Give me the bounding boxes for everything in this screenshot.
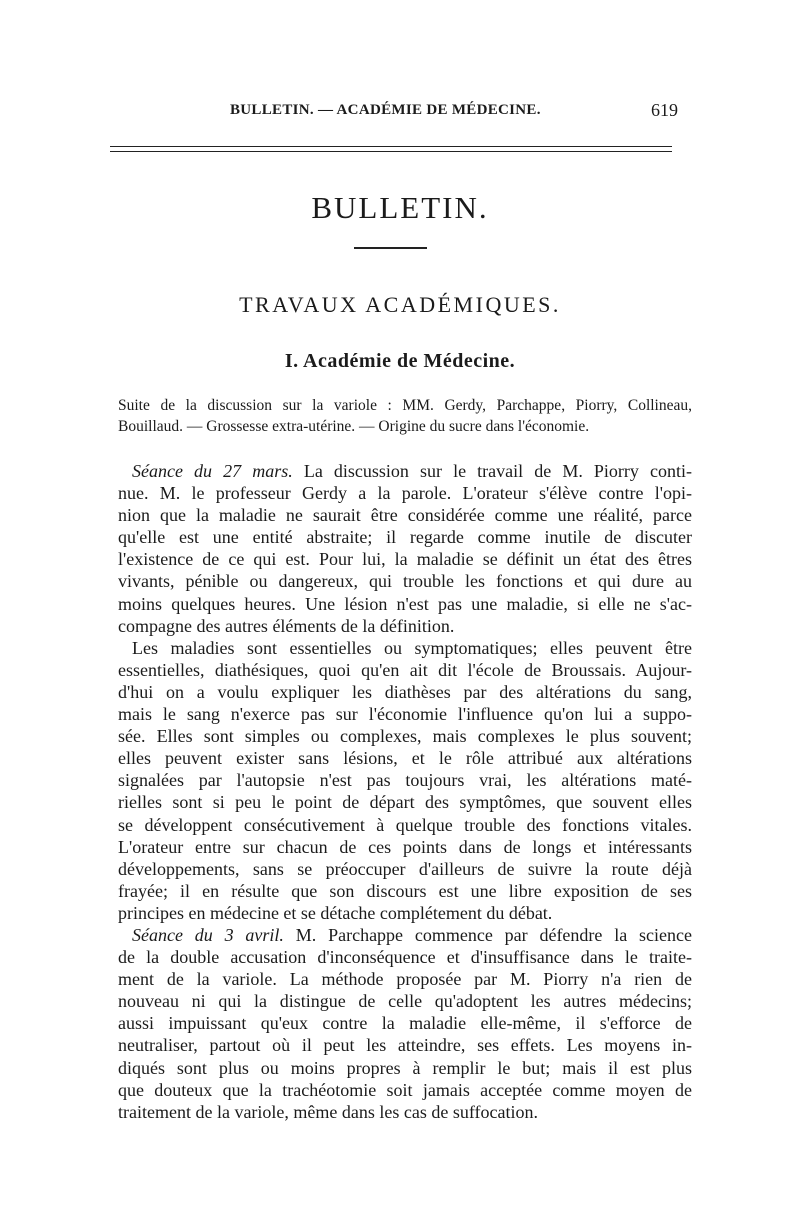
text-line: Séance du 3 avril. M. Parchappe commence par défendre la science [132, 924, 692, 945]
text-line: aussi impuissant qu'eux contre la maladie elle-même, il s'efforce de [118, 1013, 692, 1034]
text-line: que douteux que la trachéotomie soit jamais acceptée comme moyen de [118, 1079, 692, 1100]
text-line: ment de la variole. La méthode proposée par M. Piorry n'a rien de [118, 969, 692, 990]
summary-line: Bouillaud. — Grossesse extra-utérine. — Origine du sucre dans l'économie. [118, 418, 590, 435]
seance-date: Séance du 27 mars. [132, 461, 293, 481]
text-line: qu'elle est une entité abstraite; il regarde comme inutile de discuter [118, 527, 692, 548]
text-line: elles peuvent exister sans lésions, et le rôle attribué aux altérations [118, 748, 692, 769]
text-line: neutraliser, partout où il peut les atteindre, ses effets. Les moyens in- [118, 1035, 692, 1056]
text-line: Séance du 27 mars. La discussion sur le travail de M. Piorry conti- [132, 461, 692, 481]
header-double-rule [110, 146, 672, 152]
text-line: de la double accusation d'inconséquence et d'insuffisance dans le traite- [118, 947, 692, 968]
text-line: signalées par l'autopsie n'est pas toujours vrai, les altérations maté- [118, 770, 692, 791]
subsection-title: I. Académie de Médecine. [284, 350, 516, 372]
text-line: moins quelques heures. Une lésion n'est pas une maladie, si elle ne s'ac- [118, 593, 692, 614]
seance-date: Séance du 3 avril. [132, 924, 284, 945]
text-line: compagne des autres éléments de la définition. [118, 615, 455, 636]
text-line: rielles sont si peu le point de départ des symptômes, que souvent elles [118, 792, 692, 813]
text-line: mais le sang n'exerce pas sur l'économie l'influence qu'on lui a suppo- [118, 704, 692, 725]
text-line: Les maladies sont essentielles ou symptomatiques; elles peuvent être [132, 637, 692, 658]
text-line: principes en médecine et se détache complétement du débat. [118, 902, 553, 923]
running-head [110, 98, 680, 124]
text-line: se développent consécutivement à quelque trouble des fonctions vitales. [118, 814, 692, 835]
text-line: nion que la maladie ne saurait être considérée comme une réalité, parce [118, 505, 692, 526]
text-line: d'hui on a voulu expliquer les diathèses par des altérations du sang, [118, 681, 692, 702]
summary-line: Suite de la discussion sur la variole : MM. Gerdy, Parchappe, Piorry, Collineau, [118, 397, 692, 414]
text-line: L'orateur entre sur chacun de ces points dans de longs et intéressants [118, 836, 692, 857]
summary [118, 395, 692, 437]
running-title: BULLETIN. — ACADÉMIE DE MÉDECINE. [230, 102, 541, 118]
section-title: TRAVAUX ACADÉMIQUES. [239, 292, 561, 317]
body-text [118, 460, 692, 1123]
text-line: traitement de la variole, même dans les cas de suffocation. [118, 1101, 539, 1122]
page-title: BULLETIN. [311, 190, 489, 225]
text-line: frayée; il en résulte que son discours est une libre exposition de ses [118, 880, 692, 901]
text-line: nouveau ni qui la distingue de celle qu'adoptent les autres médecins; [118, 991, 692, 1012]
text-line: l'existence de ce qui est. Pour lui, la maladie se définit un état des êtres [118, 549, 692, 570]
text-line: nue. M. le professeur Gerdy a la parole. L'orateur s'élève contre l'opi- [118, 483, 692, 504]
text-line: développements, sans se préoccuper d'ailleurs de suivre la route déjà [118, 858, 692, 879]
text-line: vivants, pénible ou dangereux, qui trouble les fonctions et qui dure au [118, 571, 692, 592]
title-rule [354, 247, 427, 249]
text-line: sée. Elles sont simples ou complexes, mais complexes le plus souvent; [118, 726, 692, 747]
text-line: diqués sont plus ou moins propres à remplir le but; mais il est plus [118, 1057, 692, 1078]
text-line: essentielles, diathésiques, quoi qu'en ait dit l'école de Broussais. Aujour- [118, 659, 692, 680]
page-number: 619 [651, 100, 678, 120]
